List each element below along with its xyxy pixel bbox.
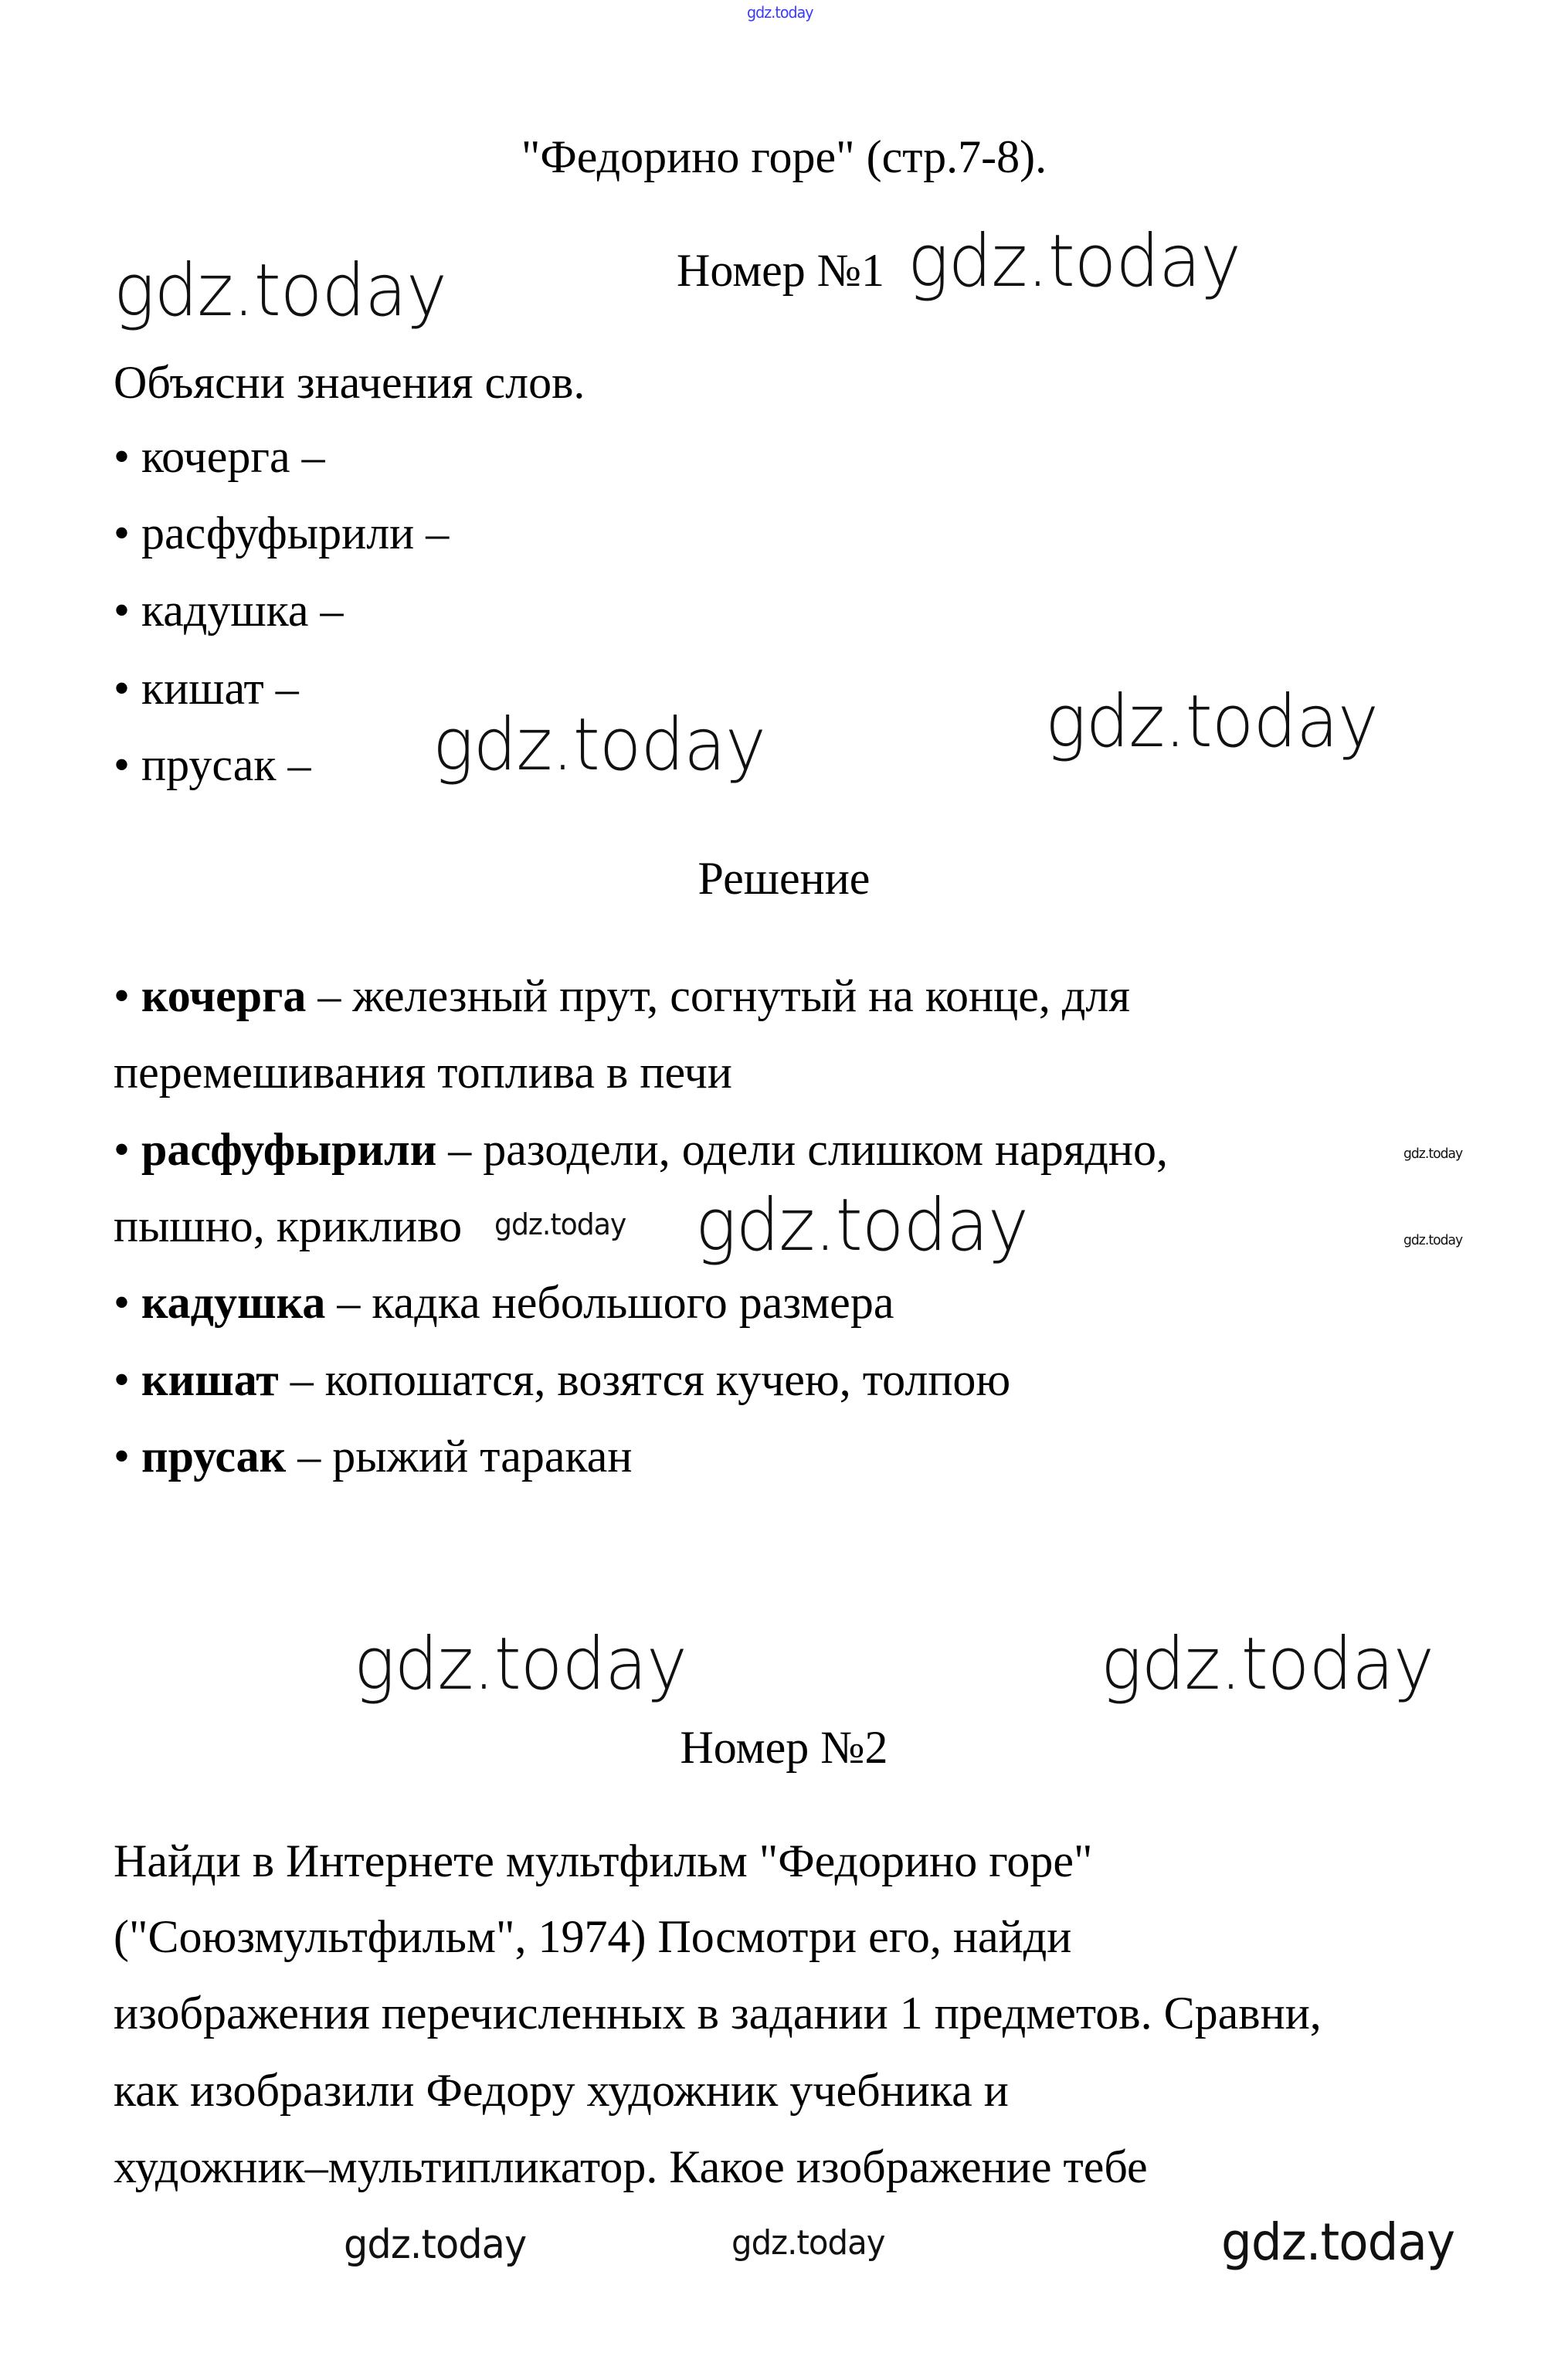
answer-line: • прусак – рыжий таракан: [114, 1431, 633, 1482]
answer-line: • кадушка – кадка небольшого размера: [114, 1277, 894, 1328]
answer-term: кишат: [141, 1354, 279, 1405]
solution-heading: Решение: [697, 853, 871, 904]
answer-line: • кишат – копошатся, возятся кучею, толпою: [114, 1354, 1011, 1405]
page-title: "Федорино горе" (стр.7-8).: [521, 131, 1047, 182]
task2-line: Найди в Интернете мультфильм "Федорино горе": [114, 1835, 1093, 1886]
answer-line: • расфуфырили – разодели, одели слишком нарядно,: [114, 1124, 1169, 1175]
answer-term: прусак: [141, 1431, 287, 1482]
answer-line: пышно, крикливо: [114, 1200, 463, 1251]
answer-line: • кочерга – железный прут, согнутый на конце, для: [114, 970, 1130, 1021]
answer-term: кочерга: [141, 970, 307, 1021]
watermark: gdz.today: [114, 249, 446, 333]
task2-line: художник–мультипликатор. Какое изображение тебе: [114, 2141, 1148, 2192]
task1-item: • кочерга –: [114, 431, 325, 482]
task1-item: • кадушка –: [114, 585, 344, 636]
watermark: gdz.today: [731, 2223, 885, 2263]
task2-line: изображения перечисленных в задании 1 предметов. Сравни,: [114, 1988, 1322, 2039]
watermark: gdz.today: [1101, 1622, 1434, 1706]
task1-prompt: Объясни значения слов.: [114, 357, 585, 408]
watermark: gdz.today: [1403, 1146, 1463, 1162]
answer-term: кадушка: [141, 1277, 326, 1328]
task2-line: как изобразили Федору художник учебника и: [114, 2065, 1009, 2116]
watermark: gdz.today: [354, 1622, 687, 1706]
task2-line: ("Союзмультфильм", 1974) Посмотри его, найди: [114, 1911, 1072, 1962]
answer-term: расфуфырили: [141, 1124, 437, 1175]
watermark: gdz.today: [433, 703, 765, 787]
task1-item: • прусак –: [114, 739, 311, 790]
answer-line: перемешивания топлива в печи: [114, 1047, 732, 1098]
watermark: gdz.today: [695, 1183, 1028, 1268]
watermark-top: gdz.today: [747, 3, 813, 22]
task1-item: • расфуфырили –: [114, 508, 450, 559]
task2-heading: Номер №2: [680, 1722, 888, 1773]
watermark: gdz.today: [344, 2222, 527, 2268]
watermark: gdz.today: [1221, 2212, 1455, 2272]
task1-item: • кишат –: [114, 663, 299, 714]
watermark: gdz.today: [494, 1207, 626, 1241]
watermark: gdz.today: [908, 219, 1240, 304]
watermark: gdz.today: [1403, 1232, 1463, 1248]
task1-heading: Номер №1: [677, 245, 885, 296]
watermark: gdz.today: [1045, 680, 1378, 764]
